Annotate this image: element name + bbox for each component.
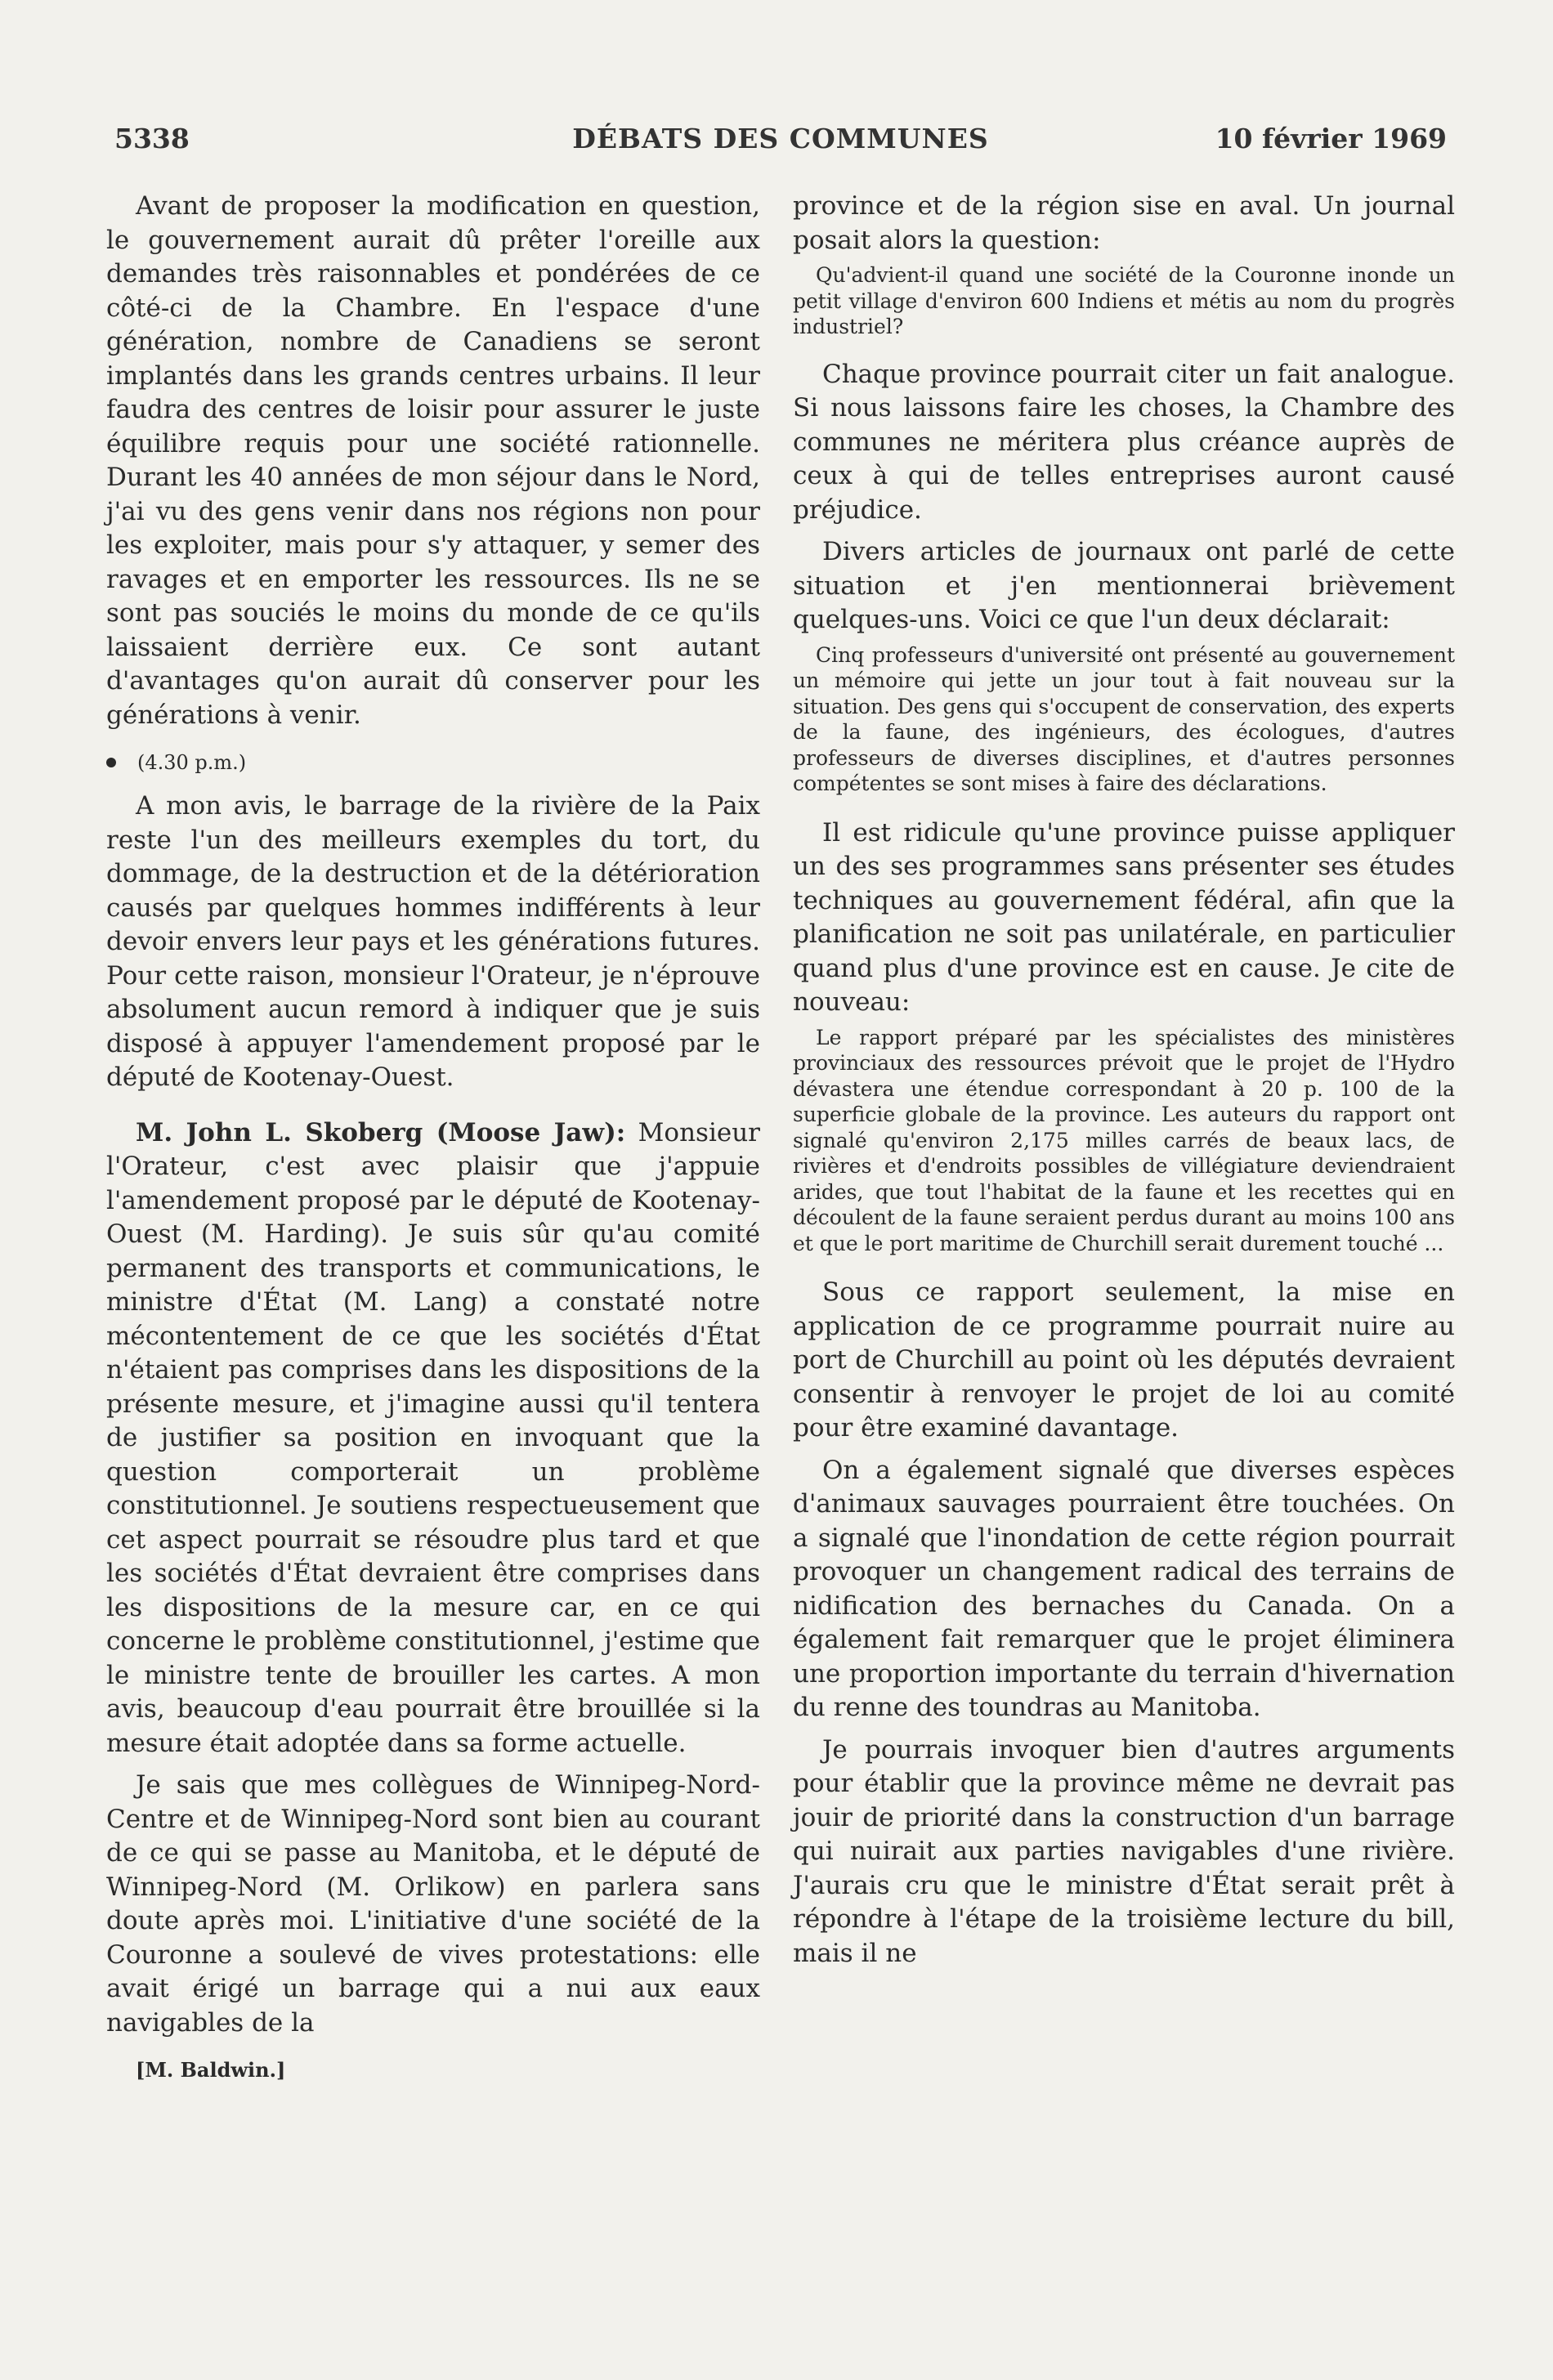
paragraph: Sous ce rapport seulement, la mise en application de ce programme pourrait nuire au port de Churchill au point où les députés devraient consentir à renvoyer le projet de loi au comité pour être examiné davantage. [793,1277,1455,1443]
bullet-icon [106,758,116,767]
page-header [114,123,1447,163]
paragraph: Je pourrais invoquer bien d'autres arguments pour établir que la province même ne devrait pas jouir de priorité dans la construction d'un barrage qui nuirait aux parties navigables d'une rivière. J'aurais cru que le ministre d'État serait prêt à répondre à l'étape de la troisième lecture du bill, mais il ne [793,1734,1455,1968]
quotation: Le rapport préparé par les spécialistes des ministères provinciaux des ressources prévoit que le projet de l'Hydro dévastera une étendue correspondant à 20 p. 100 de la superficie globale de la province. Les auteurs du rapport ont signalé qu'environ 2,175 milles carrés de beaux lacs, de rivières et d'endroits possibles de villégiature deviendraient arides, que tout l'habitat de la faune et les recettes qui en découlent de la faune seraient perdus durant au moins 100 ans et que le port maritime de Churchill serait durement touché ... [793,1025,1455,1255]
right-column [793,190,1455,1971]
page-number: 5338 [114,123,190,154]
paragraph: Divers articles de journaux ont parlé de cette situation et j'en mentionnerai brièvement quelques-uns. Voici ce que l'un deux déclarait: [793,537,1455,634]
quotation: Qu'advient-il quand une société de la Couronne inonde un petit village d'environ 600 Indiens et métis au nom du progrès industriel? [793,263,1455,338]
speaker-signature: [M. Baldwin.] [136,2058,286,2082]
paragraph: On a également signalé que diverses espèces d'animaux sauvages pourraient être touchées. On a signalé que l'inondation de cette région pourrait provoquer un changement radical des terrains de nidification des bernaches du Canada. On a également fait remarquer que le projet éliminera une proportion importante du terrain d'hivernation du renne des toundras au Manitoba. [793,1455,1455,1722]
speaker-name: M. John L. Skoberg (Moose Jaw): [136,1117,626,1148]
issue-date: 10 février 1969 [1215,123,1447,154]
quotation: Cinq professeurs d'université ont présenté au gouvernement un mémoire qui jette un jour tout à fait nouveau sur la situation. Des gens qui s'occupent de conservation, des experts de la faune, des ingénieurs, des écologues, d'autres professeurs de diverses disciplines, et d'autres personnes compétentes se sont mises à faire des déclarations. [793,642,1455,795]
speech-text: Monsieur l'Orateur, c'est avec plaisir que j'appuie l'amendement proposé par le député de Kootenay-Ouest (M. Harding). Je suis sûr qu'au comité permanent des transports et communications, le ministre d'État (M. Lang) a constaté notre mécontentement de ce que les sociétés d'État n'étaient pas comprises dans les dispositions de la présente mesure, et j'imagine aussi qu'il tentera de justifier sa position en invoquant que la question comporterait un problème constitutionnel. Je soutiens respectueusement que cet aspect pourrait se résoudre plus tard et que les sociétés d'État devraient être comprises dans les dispositions de la mesure car, en ce qui concerne le problème constitutionnel, j'estime que le ministre tente de brouiller les cartes. A mon avis, beaucoup d'eau pourrait être brouillée si la mesure était adoptée dans sa forme actuelle. [106,1117,761,1758]
paragraph: province et de la région sise en aval. Un journal posait alors la question: [793,191,1455,255]
paragraph: Avant de proposer la modification en question, le gouvernement aurait dû prêter l'oreille aux demandes très raisonnables et pondérées de ce côté-ci de la Chambre. En l'espace d'une génération, nombre de Canadiens se seront implantés dans les grands centres urbains. Il leur faudra des centres de loisir pour assurer le juste équilibre requis pour une société rationnelle. Durant les 40 années de mon séjour dans le Nord, j'ai vu des gens venir dans nos régions non pour les exploiter, mais pour s'y attaquer, y semer des ravages et en emporter les ressources. Ils ne se sont pas souciés le moins du monde de ce qu'ils laissaient derrière eux. Ce sont autant d'avantages qu'on aurait dû conserver pour les générations à venir. [106,191,760,730]
paragraph: A mon avis, le barrage de la rivière de la Paix reste l'un des meilleurs exemples du tort, du dommage, de la destruction et de la détérioration causés par quelques hommes indifférents à leur devoir envers leur pays et les générations futures. Pour cette raison, monsieur l'Orateur, je n'éprouve absolument aucun remord à indiquer que je suis disposé à appuyer l'amendement proposé par le député de Kootenay-Ouest. [106,791,760,1092]
time-text: (4.30 p.m.) [137,751,247,774]
paragraph: Il est ridicule qu'une province puisse appliquer un des ses programmes sans présenter ses études techniques au gouvernement fédéral, afin que la planification ne soit pas unilatérale, en particulier quand plus d'une province est en cause. Je cite de nouveau: [793,817,1455,1017]
journal-title: DÉBATS DES COMMUNES [572,123,989,154]
paragraph: Chaque province pourrait citer un fait analogue. Si nous laissons faire les choses, la Chambre des communes ne méritera plus créance auprès de ceux à qui de telles entreprises auront causé préjudice. [793,359,1455,525]
speaker-paragraph [106,1116,760,1761]
left-column [106,190,760,2082]
time-marker [106,750,760,775]
paragraph: Je sais que mes collègues de Winnipeg-Nord-Centre et de Winnipeg-Nord sont bien au courant de ce qui se passe au Manitoba, et le député de Winnipeg-Nord (M. Orlikow) en parlera sans doute après moi. L'initiative d'une société de la Couronne a soulevé de vives protestations: elle avait érigé un barrage qui a nui aux eaux navigables de la [106,1770,760,2038]
